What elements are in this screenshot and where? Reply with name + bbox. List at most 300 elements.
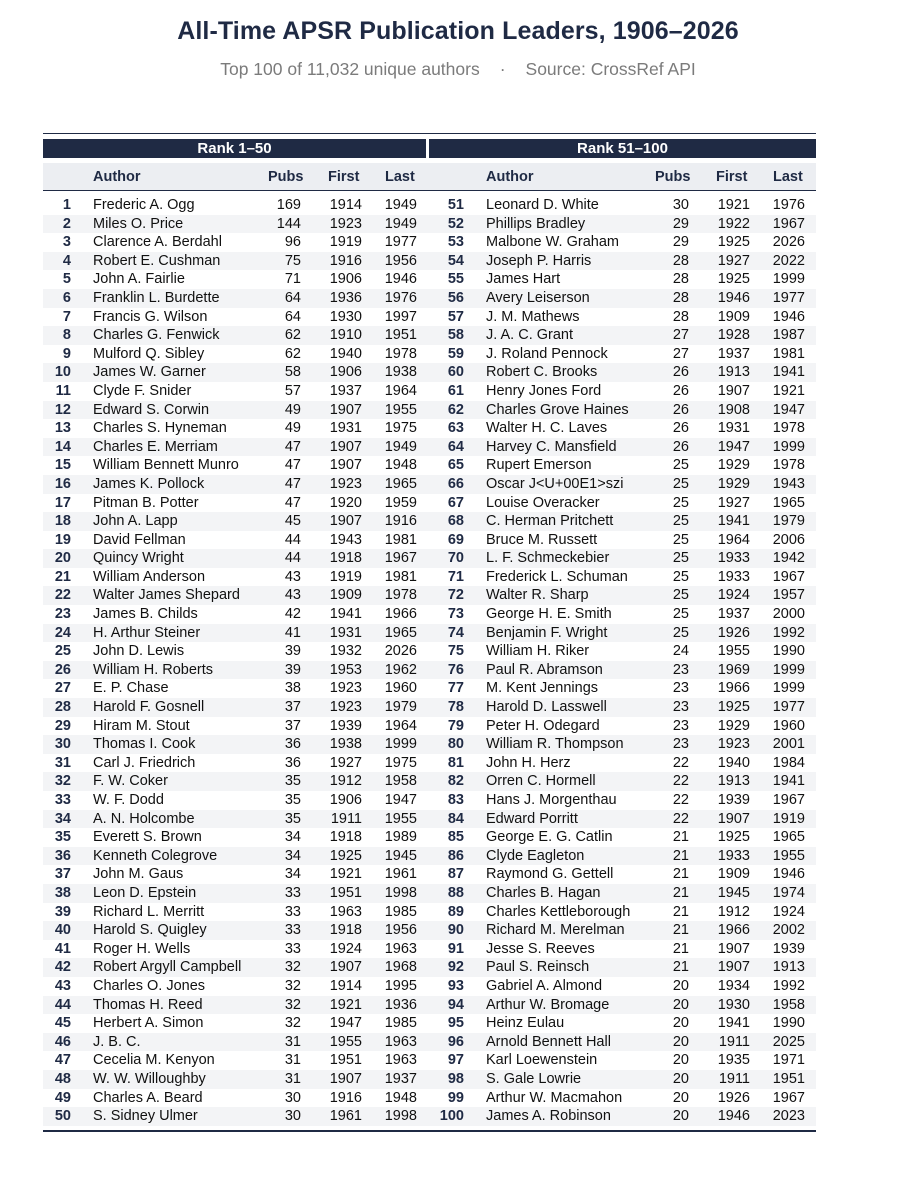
last-cell: 1942 <box>772 550 805 567</box>
pubs-cell: 29 <box>672 215 689 232</box>
last-cell: 2023 <box>772 1108 805 1125</box>
pubs-cell: 34 <box>284 829 301 846</box>
rank-cell: 82 <box>447 773 464 790</box>
last-cell: 1997 <box>384 308 417 325</box>
author-cell: Henry Jones Ford <box>486 382 602 399</box>
first-cell: 1921 <box>329 996 362 1013</box>
first-cell: 1923 <box>329 680 362 697</box>
pubs-cell: 27 <box>672 345 689 362</box>
author-cell: Leon D. Epstein <box>93 884 197 901</box>
table-row <box>43 568 816 587</box>
author-cell: Walter H. C. Laves <box>486 420 608 437</box>
first-cell: 1934 <box>717 977 750 994</box>
pubs-cell: 23 <box>672 680 689 697</box>
last-cell: 1963 <box>384 940 417 957</box>
rank-cell: 90 <box>447 922 464 939</box>
last-cell: 1961 <box>384 866 417 883</box>
first-cell: 1923 <box>329 699 362 716</box>
author-cell: Clarence A. Berdahl <box>93 234 222 251</box>
last-cell: 1955 <box>772 847 805 864</box>
last-cell: 1943 <box>772 475 805 492</box>
rank-cell: 56 <box>447 289 464 306</box>
first-cell: 1921 <box>717 197 750 213</box>
first-cell: 1907 <box>717 810 750 827</box>
rank-cell: 24 <box>54 624 71 641</box>
last-cell: 1978 <box>384 345 417 362</box>
pubs-cell: 25 <box>672 624 689 641</box>
col-author: Author <box>486 169 534 185</box>
author-cell: Thomas H. Reed <box>93 996 203 1013</box>
pubs-cell: 44 <box>284 550 301 567</box>
author-cell: David Fellman <box>93 531 186 548</box>
author-cell: S. Gale Lowrie <box>486 1070 582 1087</box>
pubs-cell: 20 <box>672 1070 689 1087</box>
first-cell: 1909 <box>329 587 362 604</box>
pubs-cell: 169 <box>276 197 301 213</box>
pubs-cell: 26 <box>672 364 689 381</box>
author-cell: Charles Kettleborough <box>486 903 631 920</box>
last-cell: 1946 <box>772 866 805 883</box>
author-cell: Herbert A. Simon <box>93 1015 204 1032</box>
table-row <box>43 958 816 977</box>
author-cell: James W. Garner <box>93 364 206 381</box>
table-row <box>43 549 816 568</box>
first-cell: 1916 <box>329 252 362 269</box>
rank-cell: 95 <box>447 1015 464 1032</box>
last-cell: 1956 <box>384 252 417 269</box>
first-cell: 1918 <box>329 922 362 939</box>
pubs-cell: 21 <box>672 847 689 864</box>
pubs-cell: 33 <box>284 903 301 920</box>
last-cell: 1957 <box>772 587 805 604</box>
first-cell: 1953 <box>329 661 362 678</box>
author-cell: Hans J. Morgenthau <box>486 792 617 808</box>
first-cell: 1966 <box>717 922 750 939</box>
rank-cell: 4 <box>62 252 71 269</box>
rank-cell: 22 <box>54 587 71 604</box>
rank-cell: 34 <box>54 810 71 827</box>
rank-cell: 31 <box>54 754 71 771</box>
first-cell: 1921 <box>329 866 362 883</box>
author-cell: Avery Leiserson <box>486 289 590 306</box>
pubs-cell: 144 <box>276 215 301 232</box>
author-cell: Arnold Bennett Hall <box>486 1033 611 1050</box>
panel-header-left: Rank 1–50 <box>43 139 426 158</box>
author-cell: S. Sidney Ulmer <box>93 1108 198 1125</box>
rank-cell: 30 <box>54 736 71 753</box>
pubs-cell: 21 <box>672 903 689 920</box>
pubs-cell: 29 <box>672 234 689 251</box>
author-cell: Francis G. Wilson <box>93 308 208 325</box>
rank-cell: 85 <box>447 829 464 846</box>
last-cell: 1967 <box>772 568 805 585</box>
pubs-cell: 23 <box>672 717 689 734</box>
col-first: First <box>716 169 748 185</box>
pubs-cell: 31 <box>284 1070 301 1087</box>
rank-cell: 28 <box>54 699 71 716</box>
table-row <box>43 865 816 884</box>
table-row <box>43 1051 816 1070</box>
first-cell: 1927 <box>717 494 750 511</box>
first-cell: 1907 <box>329 438 362 455</box>
last-cell: 1987 <box>772 327 805 344</box>
author-cell: Mulford Q. Sibley <box>93 345 205 362</box>
author-cell: Peter H. Odegard <box>486 717 600 734</box>
last-cell: 1963 <box>384 1052 417 1069</box>
rank-cell: 57 <box>447 308 464 325</box>
first-cell: 1964 <box>717 531 750 548</box>
pubs-cell: 26 <box>672 382 689 399</box>
rank-cell: 20 <box>54 550 71 567</box>
rank-cell: 94 <box>447 996 464 1013</box>
author-cell: Franklin L. Burdette <box>93 289 220 306</box>
pubs-cell: 49 <box>284 420 301 437</box>
rank-cell: 71 <box>447 568 464 585</box>
table-row <box>43 289 816 308</box>
last-cell: 1998 <box>384 1108 417 1125</box>
last-cell: 1999 <box>772 271 805 288</box>
pubs-cell: 35 <box>284 773 301 790</box>
first-cell: 1937 <box>717 606 750 623</box>
rank-cell: 48 <box>54 1070 71 1087</box>
first-cell: 1939 <box>329 717 362 734</box>
last-cell: 1989 <box>384 829 417 846</box>
table-row <box>43 456 816 475</box>
author-cell: A. N. Holcombe <box>93 810 195 827</box>
first-cell: 1906 <box>329 271 362 288</box>
pubs-cell: 25 <box>672 494 689 511</box>
first-cell: 1906 <box>329 792 362 808</box>
first-cell: 1913 <box>717 773 750 790</box>
last-cell: 1999 <box>772 680 805 697</box>
last-cell: 1919 <box>772 810 805 827</box>
pubs-cell: 22 <box>672 773 689 790</box>
rank-cell: 65 <box>447 457 464 474</box>
last-cell: 1946 <box>384 271 417 288</box>
author-cell: John A. Fairlie <box>93 271 185 288</box>
rank-cell: 88 <box>447 884 464 901</box>
first-cell: 1920 <box>329 494 362 511</box>
first-cell: 1932 <box>329 643 362 660</box>
last-cell: 1967 <box>772 1089 805 1106</box>
table-row <box>43 772 816 791</box>
pubs-cell: 58 <box>284 364 301 381</box>
col-pubs: Pubs <box>268 169 304 185</box>
last-cell: 1958 <box>384 773 417 790</box>
first-cell: 1926 <box>717 624 750 641</box>
col-first: First <box>328 169 360 185</box>
first-cell: 1947 <box>329 1015 362 1032</box>
first-cell: 1907 <box>329 1070 362 1087</box>
last-cell: 1990 <box>772 643 805 660</box>
last-cell: 2022 <box>772 252 805 269</box>
first-cell: 1947 <box>717 438 750 455</box>
pubs-cell: 39 <box>284 643 301 660</box>
table-row <box>43 326 816 345</box>
first-cell: 1931 <box>329 420 362 437</box>
pubs-cell: 30 <box>284 1089 301 1106</box>
rank-cell: 60 <box>447 364 464 381</box>
rank-cell: 45 <box>54 1015 71 1032</box>
rank-cell: 91 <box>447 940 464 957</box>
pubs-cell: 32 <box>284 1015 301 1032</box>
table-row <box>43 940 816 959</box>
first-cell: 1908 <box>717 401 750 418</box>
pubs-cell: 25 <box>672 457 689 474</box>
rank-cell: 93 <box>447 977 464 994</box>
first-cell: 1941 <box>717 1015 750 1032</box>
pubs-cell: 32 <box>284 959 301 976</box>
author-cell: Raymond G. Gettell <box>486 866 614 883</box>
table-row <box>43 475 816 494</box>
rank-cell: 25 <box>54 643 71 660</box>
first-cell: 1927 <box>717 252 750 269</box>
first-cell: 1933 <box>717 568 750 585</box>
author-cell: William H. Roberts <box>93 661 214 678</box>
author-cell: James B. Childs <box>93 606 198 623</box>
author-cell: J. A. C. Grant <box>486 327 574 344</box>
rank-cell: 11 <box>55 382 71 399</box>
rank-cell: 14 <box>54 438 71 455</box>
rank-cell: 10 <box>54 364 71 381</box>
author-cell: Heinz Eulau <box>486 1015 565 1032</box>
last-cell: 1998 <box>384 884 417 901</box>
rank-cell: 18 <box>54 513 71 530</box>
author-cell: Benjamin F. Wright <box>486 624 608 641</box>
last-cell: 1948 <box>384 1089 417 1106</box>
last-cell: 1916 <box>384 513 417 530</box>
pubs-cell: 64 <box>284 289 301 306</box>
table-row <box>43 1033 816 1052</box>
author-cell: Clyde Eagleton <box>486 847 585 864</box>
rank-cell: 27 <box>54 680 71 697</box>
author-cell: Leonard D. White <box>486 197 599 213</box>
rank-cell: 5 <box>62 271 71 288</box>
last-cell: 1965 <box>772 829 805 846</box>
first-cell: 1911 <box>718 1033 750 1050</box>
first-cell: 1939 <box>717 792 750 808</box>
rank-cell: 97 <box>447 1052 464 1069</box>
first-cell: 1951 <box>329 1052 362 1069</box>
rank-cell: 92 <box>447 959 464 976</box>
last-cell: 1975 <box>384 754 417 771</box>
author-cell: James A. Robinson <box>486 1108 611 1125</box>
first-cell: 1925 <box>329 847 362 864</box>
first-cell: 1923 <box>717 736 750 753</box>
pubs-cell: 33 <box>284 884 301 901</box>
first-cell: 1925 <box>717 829 750 846</box>
pubs-cell: 34 <box>284 847 301 864</box>
first-cell: 1937 <box>717 345 750 362</box>
author-cell: Malbone W. Graham <box>486 234 619 251</box>
first-cell: 1911 <box>718 1070 750 1087</box>
rank-cell: 46 <box>54 1033 71 1050</box>
last-cell: 1995 <box>384 977 417 994</box>
author-cell: J. B. C. <box>93 1033 141 1050</box>
pubs-cell: 20 <box>672 996 689 1013</box>
author-cell: Kenneth Colegrove <box>93 847 218 864</box>
col-last: Last <box>773 169 803 185</box>
rank-cell: 32 <box>54 773 71 790</box>
rank-cell: 87 <box>447 866 464 883</box>
first-cell: 1951 <box>329 884 362 901</box>
first-cell: 1916 <box>329 1089 362 1106</box>
rank-cell: 61 <box>447 382 464 399</box>
first-cell: 1912 <box>717 903 750 920</box>
first-cell: 1907 <box>329 457 362 474</box>
first-cell: 1963 <box>329 903 362 920</box>
rank-cell: 23 <box>54 606 71 623</box>
table-row <box>43 401 816 420</box>
first-cell: 1929 <box>717 717 750 734</box>
author-cell: Thomas I. Cook <box>93 736 196 753</box>
first-cell: 1940 <box>329 345 362 362</box>
author-cell: Paul S. Reinsch <box>486 959 590 976</box>
pubs-cell: 31 <box>284 1052 301 1069</box>
author-cell: J. Roland Pennock <box>486 345 608 362</box>
table-row <box>43 345 816 364</box>
rank-cell: 89 <box>447 903 464 920</box>
pubs-cell: 43 <box>284 568 301 585</box>
table-row <box>43 791 816 810</box>
last-cell: 1981 <box>384 568 417 585</box>
rank-cell: 59 <box>447 345 464 362</box>
author-cell: George H. E. Smith <box>486 606 612 623</box>
rank-cell: 76 <box>447 661 464 678</box>
last-cell: 1946 <box>772 308 805 325</box>
author-cell: Gabriel A. Almond <box>486 977 603 994</box>
pubs-cell: 25 <box>672 475 689 492</box>
first-cell: 1907 <box>717 382 750 399</box>
last-cell: 2026 <box>772 234 805 251</box>
pubs-cell: 36 <box>284 736 301 753</box>
pubs-cell: 43 <box>284 587 301 604</box>
rank-cell: 26 <box>54 661 71 678</box>
rank-cell: 81 <box>447 754 464 771</box>
last-cell: 1975 <box>384 420 417 437</box>
author-cell: Harvey C. Mansfield <box>486 438 617 455</box>
last-cell: 1965 <box>772 494 805 511</box>
first-cell: 1918 <box>329 829 362 846</box>
rank-cell: 21 <box>54 568 71 585</box>
last-cell: 1959 <box>384 494 417 511</box>
last-cell: 1965 <box>384 475 417 492</box>
pubs-cell: 25 <box>672 606 689 623</box>
author-cell: Frederick L. Schuman <box>486 568 628 585</box>
rank-cell: 70 <box>447 550 464 567</box>
last-cell: 1985 <box>384 903 417 920</box>
pubs-cell: 37 <box>284 699 301 716</box>
col-author: Author <box>93 169 141 185</box>
last-cell: 1965 <box>384 624 417 641</box>
last-cell: 1992 <box>772 977 805 994</box>
table-row <box>43 884 816 903</box>
author-cell: George E. G. Catlin <box>486 829 613 846</box>
pubs-cell: 20 <box>672 1015 689 1032</box>
author-cell: Arthur W. Bromage <box>486 996 610 1013</box>
rank-cell: 12 <box>54 401 71 418</box>
rank-cell: 74 <box>447 624 464 641</box>
author-cell: William Bennett Munro <box>93 457 239 474</box>
last-cell: 1960 <box>384 680 417 697</box>
last-cell: 1979 <box>772 513 805 530</box>
pubs-cell: 33 <box>284 922 301 939</box>
author-cell: William H. Riker <box>486 643 590 660</box>
last-cell: 2001 <box>772 736 805 753</box>
rank-cell: 99 <box>447 1089 464 1106</box>
pubs-cell: 42 <box>284 606 301 623</box>
rank-cell: 36 <box>54 847 71 864</box>
last-cell: 1947 <box>772 401 805 418</box>
author-cell: Carl J. Friedrich <box>93 754 196 771</box>
rank-cell: 54 <box>447 252 464 269</box>
author-cell: Miles O. Price <box>93 215 184 232</box>
author-cell: James K. Pollock <box>93 475 205 492</box>
column-header-row <box>43 163 816 191</box>
rank-cell: 64 <box>447 438 464 455</box>
author-cell: E. P. Chase <box>93 680 169 697</box>
pubs-cell: 28 <box>672 289 689 306</box>
author-cell: Jesse S. Reeves <box>486 940 595 957</box>
first-cell: 1907 <box>717 959 750 976</box>
top-rule <box>43 133 816 134</box>
first-cell: 1945 <box>717 884 750 901</box>
rank-cell: 72 <box>447 587 464 604</box>
first-cell: 1919 <box>329 568 362 585</box>
pubs-cell: 47 <box>284 438 301 455</box>
table-row <box>43 810 816 829</box>
first-cell: 1923 <box>329 475 362 492</box>
author-cell: W. F. Dodd <box>93 792 164 808</box>
last-cell: 1974 <box>772 884 805 901</box>
table-row <box>43 1107 816 1126</box>
rank-cell: 42 <box>54 959 71 976</box>
last-cell: 1979 <box>384 699 417 716</box>
pubs-cell: 21 <box>672 884 689 901</box>
last-cell: 1938 <box>384 364 417 381</box>
rank-cell: 80 <box>447 736 464 753</box>
first-cell: 1907 <box>329 513 362 530</box>
author-cell: Richard M. Merelman <box>486 922 625 939</box>
pubs-cell: 25 <box>672 587 689 604</box>
rank-cell: 35 <box>54 829 71 846</box>
pubs-cell: 21 <box>672 959 689 976</box>
table-row <box>43 233 816 252</box>
first-cell: 1925 <box>717 234 750 251</box>
pubs-cell: 62 <box>284 327 301 344</box>
author-cell: Everett S. Brown <box>93 829 202 846</box>
author-cell: John D. Lewis <box>93 643 185 660</box>
pubs-cell: 23 <box>672 699 689 716</box>
page-title: All-Time APSR Publication Leaders, 1906–2026 <box>177 17 739 45</box>
first-cell: 1909 <box>717 308 750 325</box>
pubs-cell: 47 <box>284 457 301 474</box>
last-cell: 1990 <box>772 1015 805 1032</box>
pubs-cell: 21 <box>672 922 689 939</box>
last-cell: 1984 <box>772 754 805 771</box>
last-cell: 1945 <box>384 847 417 864</box>
first-cell: 1925 <box>717 699 750 716</box>
last-cell: 1977 <box>384 234 417 251</box>
author-cell: James Hart <box>486 271 561 288</box>
first-cell: 1961 <box>329 1108 362 1125</box>
first-cell: 1929 <box>717 457 750 474</box>
rank-cell: 8 <box>62 327 71 344</box>
pubs-cell: 32 <box>284 977 301 994</box>
first-cell: 1941 <box>717 513 750 530</box>
pubs-cell: 34 <box>284 866 301 883</box>
rank-cell: 51 <box>447 197 464 213</box>
